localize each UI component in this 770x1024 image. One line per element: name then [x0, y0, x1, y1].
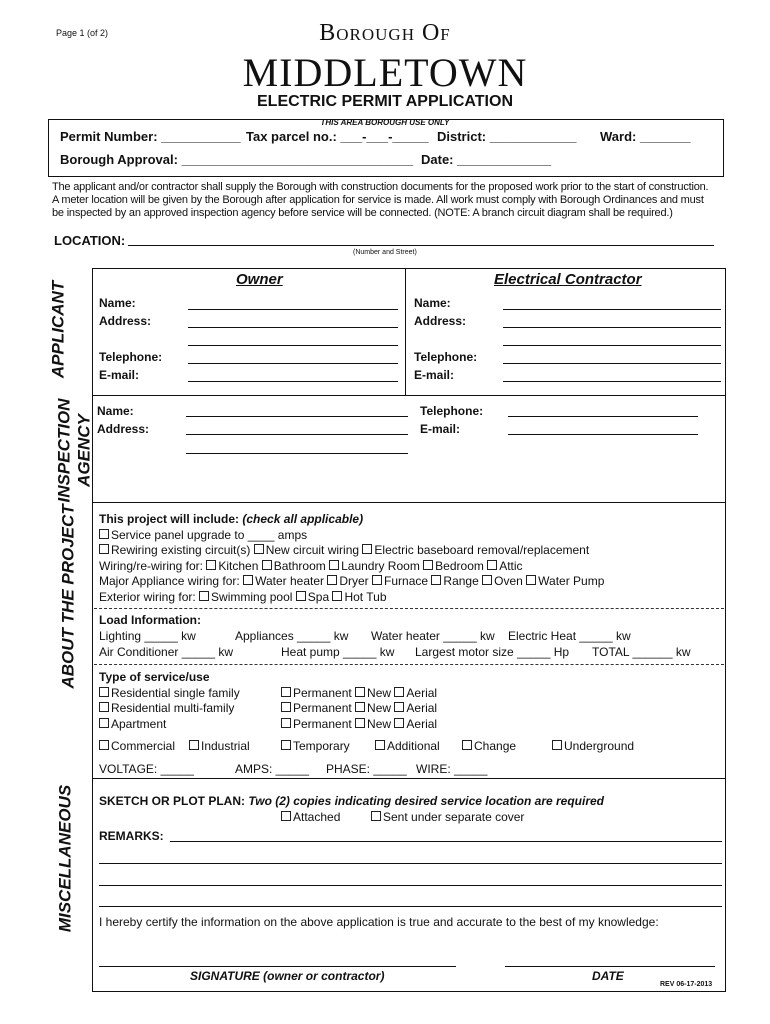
checkbox[interactable] [332, 591, 342, 601]
option-label: Electric baseboard removal/replacement [374, 543, 590, 557]
option-label: Hot Tub [344, 590, 387, 604]
agency-email-label: E-mail: [420, 422, 461, 436]
appliance-options [99, 574, 604, 588]
borough-approval-field[interactable]: Borough Approval: ________________________________ [60, 152, 413, 167]
inspection-side-label: INSPECTION [54, 398, 74, 503]
load-lighting[interactable]: Lighting _____ kw [99, 629, 196, 643]
agency-telephone-input[interactable] [508, 416, 698, 417]
load-electric-heat[interactable]: Electric Heat _____ kw [508, 629, 631, 643]
option-label: Attic [499, 559, 523, 573]
checkbox[interactable] [281, 718, 291, 728]
appliance-label: Major Appliance wiring for: [99, 574, 240, 588]
checkbox[interactable] [355, 687, 365, 697]
option-label: Permanent [293, 717, 352, 731]
contractor-email-input[interactable] [503, 381, 721, 382]
dashed-divider [94, 608, 724, 609]
exterior-options [99, 590, 387, 604]
checkbox[interactable] [394, 702, 404, 712]
checkbox[interactable] [199, 591, 209, 601]
option-label: New [367, 686, 392, 700]
date-input[interactable] [505, 966, 715, 967]
contractor-address-input[interactable] [503, 327, 721, 328]
checkbox[interactable] [329, 560, 339, 570]
contractor-address-input-2[interactable] [503, 345, 721, 346]
option-label: Water Pump [538, 574, 605, 588]
option-label: Attached [293, 810, 341, 824]
owner-email-label: E-mail: [99, 368, 140, 382]
option-label: Additional [387, 739, 440, 753]
checkbox[interactable] [526, 575, 536, 585]
phase-field[interactable]: PHASE: _____ [326, 762, 407, 776]
exterior-label: Exterior wiring for: [99, 590, 196, 604]
location-hint: (Number and Street) [353, 249, 417, 256]
misc-side-label: MISCELLANEOUS [55, 784, 75, 933]
certify-statement: I hereby certify the information on the above application is true and accurate to the best of my knowledge: [99, 915, 659, 929]
office-use-note: THIS AREA BOROUGH USE ONLY [320, 118, 450, 127]
load-appliances[interactable]: Appliances _____ kw [235, 629, 349, 643]
agency-address-input-2[interactable] [186, 453, 408, 454]
load-total[interactable]: TOTAL ______ kw [592, 645, 691, 659]
service-type-heading: Type of service/use [99, 670, 210, 684]
checkbox[interactable] [371, 811, 381, 821]
borough-of-heading: Borough Of [319, 20, 451, 46]
owner-name-label: Name: [99, 296, 136, 310]
signature-label: SIGNATURE (owner or contractor) [190, 969, 385, 983]
include-hint: (check all applicable) [242, 512, 364, 526]
include-label: This project will include: [99, 512, 240, 526]
checkbox[interactable] [394, 687, 404, 697]
option-label: Temporary [293, 739, 350, 753]
option-label: Residential single family [111, 686, 240, 700]
district-field[interactable]: District: ____________ [437, 129, 577, 144]
location-input[interactable] [128, 245, 714, 246]
option-label: Furnace [384, 574, 429, 588]
checkbox[interactable] [462, 740, 472, 750]
section-divider [92, 395, 726, 396]
checkbox[interactable] [394, 718, 404, 728]
remarks-input-2[interactable] [99, 863, 722, 864]
agency-address-input[interactable] [186, 434, 408, 435]
option-label: Laundry Room [341, 559, 420, 573]
checkbox[interactable] [375, 740, 385, 750]
option-label: Oven [494, 574, 523, 588]
contractor-name-label: Name: [414, 296, 451, 310]
load-air-conditioner[interactable]: Air Conditioner _____ kw [99, 645, 234, 659]
agency-telephone-label: Telephone: [420, 404, 484, 418]
section-divider [92, 502, 726, 503]
service-option[interactable] [99, 701, 234, 715]
owner-address-input[interactable] [188, 327, 398, 328]
owner-heading: Owner [236, 271, 283, 288]
remarks-input-4[interactable] [99, 906, 722, 907]
sketch-heading [99, 794, 604, 808]
option-label: Aerial [406, 701, 438, 715]
checkbox[interactable] [355, 702, 365, 712]
office-use-box [48, 119, 724, 177]
checkbox[interactable] [281, 687, 291, 697]
temporary-option[interactable] [281, 739, 350, 753]
agency-side-label: AGENCY [74, 414, 94, 487]
contractor-name-input[interactable] [503, 309, 721, 310]
agency-address-label: Address: [97, 422, 150, 436]
wiring-options [99, 559, 523, 573]
project-side-label: ABOUT THE PROJECT [58, 504, 78, 689]
checkbox[interactable] [552, 740, 562, 750]
industrial-option[interactable] [189, 739, 250, 753]
owner-telephone-label: Telephone: [99, 350, 163, 364]
commercial-option[interactable] [99, 739, 175, 753]
town-title: MIDDLETOWN [242, 50, 528, 95]
checkbox[interactable] [281, 740, 291, 750]
underground-option[interactable] [552, 739, 634, 753]
checkbox[interactable] [99, 702, 109, 712]
option-label: Underground [564, 739, 635, 753]
contractor-heading: Electrical Contractor [494, 271, 642, 288]
service-permanence-options [281, 717, 437, 731]
option-label: New [367, 717, 392, 731]
owner-email-input[interactable] [188, 381, 398, 382]
office-date-field[interactable]: Date: _____________ [421, 152, 552, 167]
additional-option[interactable] [375, 739, 440, 753]
checkbox[interactable] [327, 575, 337, 585]
date-label: DATE [592, 969, 624, 983]
service-panel-option[interactable] [99, 528, 307, 542]
checkbox[interactable] [362, 544, 372, 554]
option-label: Rewiring existing circuit(s) [111, 543, 251, 557]
checkbox[interactable] [99, 544, 109, 554]
page-number: Page 1 (of 2) [56, 28, 109, 38]
checkbox[interactable] [206, 560, 216, 570]
owner-name-input[interactable] [188, 309, 398, 310]
permit-number-field[interactable]: Permit Number: ___________ [60, 129, 241, 144]
sketch-hint: Two (2) copies indicating desired service location are required [248, 794, 605, 808]
checkbox[interactable] [482, 575, 492, 585]
checkbox[interactable] [99, 740, 109, 750]
contractor-telephone-label: Telephone: [414, 350, 478, 364]
option-label: Water heater [255, 574, 324, 588]
checkbox[interactable] [372, 575, 382, 585]
option-label: Swimming pool [211, 590, 293, 604]
checkbox[interactable] [487, 560, 497, 570]
option-label: Permanent [293, 686, 352, 700]
rewiring-options [99, 543, 589, 557]
revision-note: REV 06-17-2013 [660, 981, 713, 988]
section-divider [92, 778, 726, 779]
option-label: Apartment [111, 717, 167, 731]
form-title: ELECTRIC PERMIT APPLICATION [257, 93, 513, 110]
amps-field[interactable]: AMPS: _____ [235, 762, 310, 776]
option-label: Residential multi-family [111, 701, 235, 715]
option-label: New [367, 701, 392, 715]
signature-input[interactable] [99, 966, 456, 967]
contractor-email-label: E-mail: [414, 368, 455, 382]
service-option[interactable] [99, 717, 166, 731]
dashed-divider [94, 664, 724, 665]
checkbox[interactable] [431, 575, 441, 585]
location-label: LOCATION: [54, 233, 126, 248]
attached-option[interactable] [281, 810, 340, 824]
voltage-field[interactable]: VOLTAGE: _____ [99, 762, 194, 776]
remarks-label: REMARKS: [99, 829, 164, 843]
agency-email-input[interactable] [508, 434, 698, 435]
option-label: Bathroom [273, 559, 326, 573]
checkbox[interactable] [423, 560, 433, 570]
owner-address-label: Address: [99, 314, 152, 328]
separate-cover-option[interactable] [371, 810, 524, 824]
checkbox[interactable] [99, 687, 109, 697]
wire-field[interactable]: WIRE: _____ [416, 762, 488, 776]
checkbox[interactable] [99, 718, 109, 728]
contractor-address-label: Address: [414, 314, 467, 328]
option-label: Aerial [406, 686, 438, 700]
load-heat-pump[interactable]: Heat pump _____ kw [281, 645, 395, 659]
option-label: Service panel upgrade to ____ amps [111, 528, 308, 542]
option-label: Sent under separate cover [383, 810, 525, 824]
option-label: Aerial [406, 717, 438, 731]
wiring-label: Wiring/re-wiring for: [99, 559, 204, 573]
option-label: Dryer [339, 574, 369, 588]
remarks-input[interactable] [170, 841, 722, 842]
intro-line: The applicant and/or contractor shall supply the Borough with construction documents for the proposed work prior to the start of construction. [52, 181, 709, 193]
checkbox[interactable] [99, 529, 109, 539]
agency-name-label: Name: [97, 404, 134, 418]
load-info-heading: Load Information: [99, 613, 201, 627]
checkbox[interactable] [189, 740, 199, 750]
project-include-heading [99, 512, 363, 526]
intro-line: A meter location will be given by the Borough after application for service is made. All work must comply with Borough Ordinances and must [52, 194, 704, 206]
checkbox[interactable] [254, 544, 264, 554]
checkbox[interactable] [262, 560, 272, 570]
ward-field[interactable]: Ward: _______ [600, 129, 691, 144]
checkbox[interactable] [296, 591, 306, 601]
option-label: Spa [307, 590, 330, 604]
change-option[interactable] [462, 739, 516, 753]
owner-telephone-input[interactable] [188, 363, 398, 364]
checkbox[interactable] [281, 702, 291, 712]
tax-parcel-field[interactable]: Tax parcel no.: ___-___-_____ [246, 129, 429, 144]
remarks-input-3[interactable] [99, 885, 722, 886]
checkbox[interactable] [243, 575, 253, 585]
applicant-side-label: APPLICANT [48, 280, 68, 379]
contractor-telephone-input[interactable] [503, 363, 721, 364]
option-label: Kitchen [218, 559, 259, 573]
option-label: Bedroom [435, 559, 484, 573]
option-label: Permanent [293, 701, 352, 715]
load-largest-motor[interactable]: Largest motor size _____ Hp [415, 645, 570, 659]
checkbox[interactable] [281, 811, 291, 821]
checkbox[interactable] [355, 718, 365, 728]
column-divider [405, 269, 406, 395]
agency-name-input[interactable] [186, 416, 408, 417]
option-label: New circuit wiring [265, 543, 360, 557]
sketch-label: SKETCH OR PLOT PLAN: [99, 794, 245, 808]
option-label: Change [474, 739, 517, 753]
option-label: Range [443, 574, 479, 588]
intro-line: be inspected by an approved inspection agency before service will be connected. (NOTE: A branch circuit diagram shall be required.) [52, 207, 673, 219]
load-water-heater[interactable]: Water heater _____ kw [371, 629, 495, 643]
service-permanence-options [281, 686, 437, 700]
option-label: Industrial [201, 739, 250, 753]
service-option[interactable] [99, 686, 240, 700]
service-permanence-options [281, 701, 437, 715]
option-label: Commercial [111, 739, 176, 753]
owner-address-input-2[interactable] [188, 345, 398, 346]
